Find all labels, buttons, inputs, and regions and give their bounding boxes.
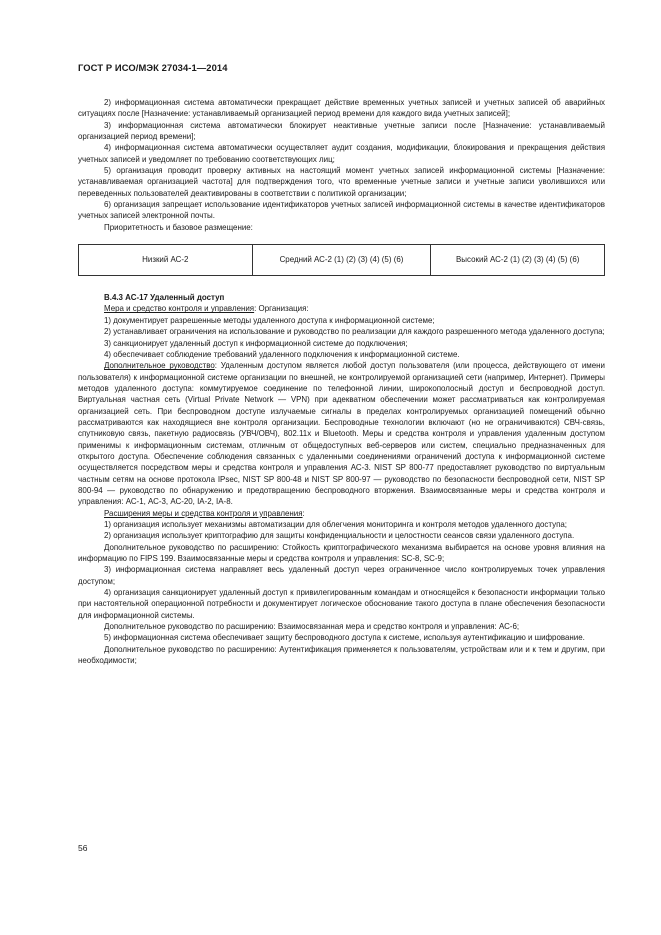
paragraph: 2) информационная система автоматически прекращает действие временных учетных записей и учетных записей об аварийных ситуациях после [Назначение: устанавливаемый организацией период времени для каждого вида учетных записей]; [78,98,605,119]
paragraph-extensions [78,508,605,519]
paragraph: 4) организация санкционирует удаленный доступ к привилегированным командам и относящейся к безопасности информации только при настоятельной операционной потребности и документирует логическое обоснование такого доступа в плане обеспечения безопасности для информационной системы. [78,588,605,620]
guidance-text: : Удаленным доступом является любой доступ пользователя (или процесса, действующего от имени пользователя) к информационной системе организации по внешней, не контролируемой организацией сети (например, Интернет). Примеры методов удаленного доступа: коммутируемое соединение по телефонной линии, широкополосный доступ и беспроводной доступ. Виртуальная частная сеть (Virtual Private Network — VPN) при адекватном обеспечении может рассматриваться как контролируемая организацией сеть. При беспроводном доступе излучаемые сигналы в пределах контролируемых организацией помещений обычно рассматриваются как находящиеся вне контроля организации. Беспроводные технологии включают (но не ограничиваются) СВЧ-связь, спутниковую связь, пакетную радиосвязь (УВЧ/ОВЧ), 802.11x и Bluetooth. Меры и средства контроля и управления удаленным доступом применимы к информационным системам, отличным от общедоступных веб-серверов или систем, специально предназначенных для открытого доступа. Обеспечение соблюдения связанных с удаленными соединениями ограничений доступа к информационной системе осуществляется посредством меры и средства контроля и управления АС-3. NIST SP 800-77 предоставляет руководство по виртуальным частным сетям на основе протокола IPsec, NIST SP 800-48 и NIST SP 800-97 — руководство по безопасности беспроводной сети, NIST SP 800-94 — руководство по обнаружению и предотвращению беспроводного вторжения. Взаимосвязанные меры и средства контроля и управления: АС-1, АС-3, АС-20, IA-2, IA-8. [78,361,605,507]
table-cell-medium: Средний АС-2 (1) (2) (3) (4) (5) (6) [252,245,431,276]
document-header: ГОСТ Р ИСО/МЭК 27034-1—2014 [78,62,228,73]
table-cell-low: Низкий АС-2 [79,245,253,276]
paragraph: 2) устанавливает ограничения на использование и руководство по реализации для каждого разрешенного метода удаленного доступа; [104,327,605,337]
paragraph: 5) организация проводит проверку активных на настоящий момент учетных записей информационной системы [Назначение: устанавливаемая организацией частота] для подтверждения того, что временные учетные записи и учетные записи уволившихся или переведенных пользователей деактивированы в соответствии с политикой организации; [78,166,605,198]
paragraph: 1) организация использует механизмы автоматизации для облегчения мониторинга и контроля методов удаленного доступа; [104,520,568,529]
extensions-label: Расширения меры и средства контроля и управления [104,508,303,518]
page-number: 56 [78,843,88,853]
paragraph: 4) информационная система автоматически осуществляет аудит создания, модификации, блокирования и прекращения действия учетных записей и уведомляет по требованию соответствующих лиц; [78,143,605,164]
paragraph-guidance [78,360,605,507]
priority-table [78,244,605,276]
paragraph: 1) документирует разрешенные методы удаленного доступа к информационной системе; [104,315,435,325]
paragraph: 2) организация использует криптографию для защиты конфиденциальности и целостности сеансов связи удаленного доступа. [104,531,575,541]
paragraph: 5) информационная система обеспечивает защиту беспроводного доступа к системе, используя аутентификацию и шифрование. [104,633,585,643]
guidance-label: Дополнительное руководство [104,361,215,371]
paragraph: Дополнительное руководство по расширению: Стойкость криптографического механизма выбирается на основе уровня влияния на информацию по FIPS 199. Взаимосвязанные меры и средства контроля и управления: SC-8, SC-9; [78,542,605,564]
table-row [79,245,605,276]
document-body [78,97,605,666]
paragraph: 3) информационная система автоматически блокирует неактивные учетные записи после [Назначение: устанавливаемый организацией период времени]; [78,120,605,142]
section-heading: В.4.3 АС-17 Удаленный доступ [104,293,225,303]
measure-text: : Организация: [254,304,309,314]
table-cell-high: Высокий АС-2 (1) (2) (3) (4) (5) (6) [431,245,605,276]
paragraph: 3) санкционирует удаленный доступ к информационной системе до подключения; [104,338,408,348]
paragraph-measure [78,303,605,314]
paragraph: 3) информационная система направляет весь удаленный доступ через ограниченное число контролируемых точек управления доступом; [78,565,605,586]
paragraph: Дополнительное руководство по расширению: Взаимосвязанная мера и средство контроля и управления: АС-6; [104,622,520,632]
paragraph: 6) организация запрещает использование идентификаторов учетных записей информационной системы в качестве идентификаторов учетных записей электронной почты. [78,200,605,221]
extensions-text: : [302,508,305,518]
paragraph: Дополнительное руководство по расширению: Аутентификация применяется к пользователям, устройствам или и к тем и другим, при необходимости; [78,644,605,666]
measure-label: Мера и средство контроля и управления [104,304,255,314]
paragraph: Приоритетность и базовое размещение: [104,222,253,232]
paragraph: 4) обеспечивает соблюдение требований удаленного подключения к информационной системе. [104,349,460,359]
